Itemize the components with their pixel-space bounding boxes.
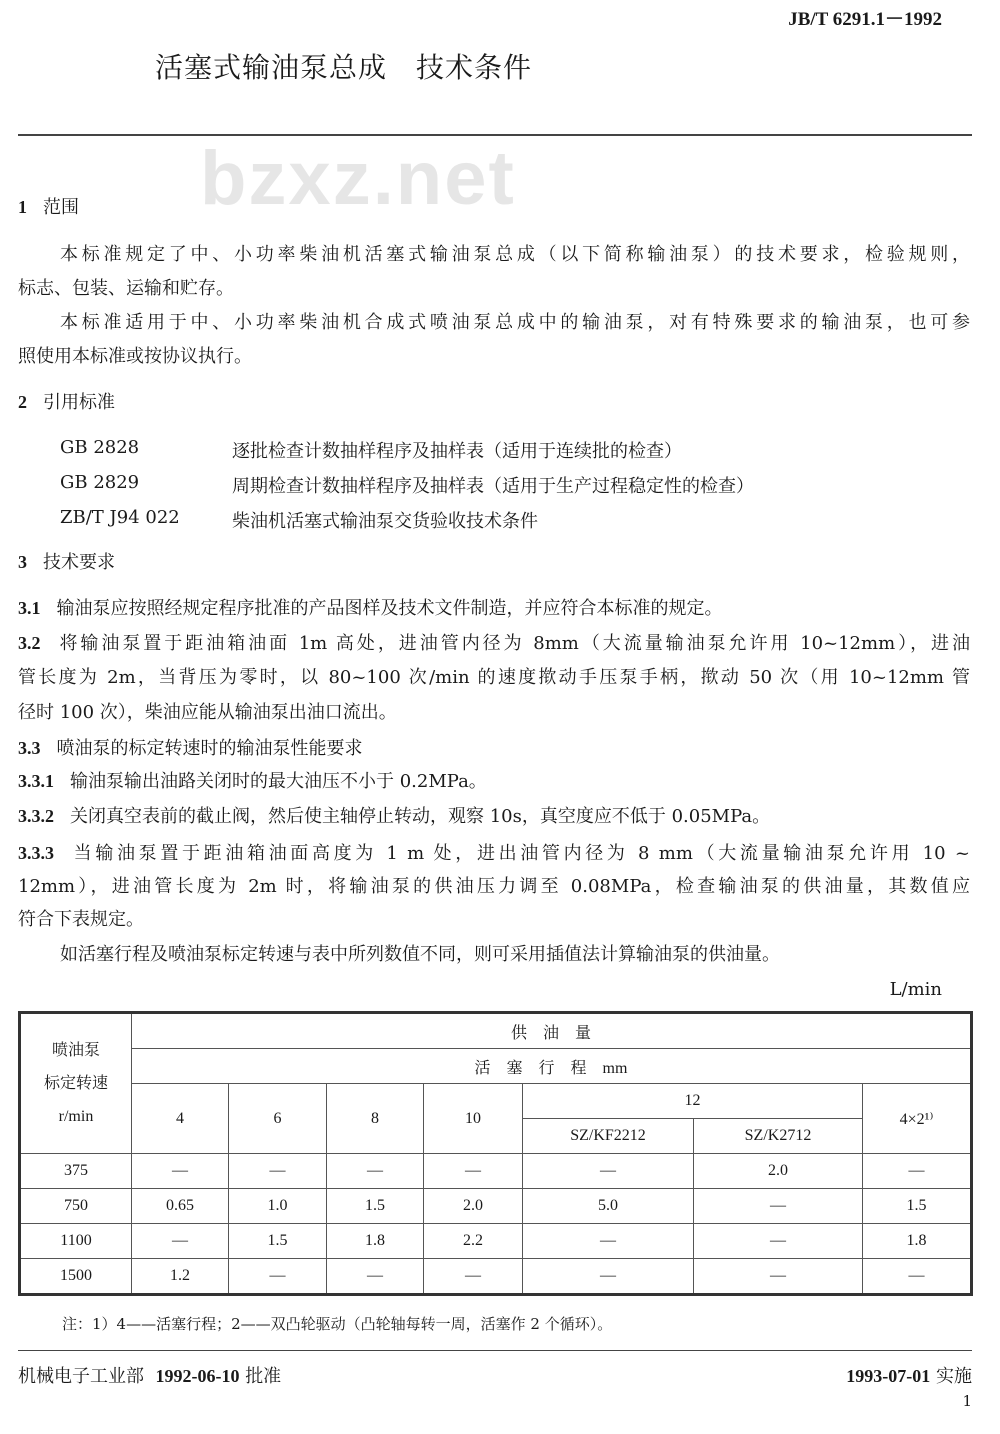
ref-code: GB 2829: [60, 472, 140, 493]
table-cell: —: [132, 1224, 229, 1259]
approval: [18, 1362, 281, 1388]
stroke-header: 活 塞 行 程 mm: [132, 1049, 972, 1084]
table-cell: —: [523, 1224, 694, 1259]
clause-3-3-1: [18, 770, 970, 793]
clause-num: 3.1: [18, 598, 41, 618]
table-cell: —: [523, 1259, 694, 1295]
para-line: 径时 100 次），柴油应能从输油泵出油口流出。: [18, 702, 397, 723]
clause-3-1: [18, 597, 970, 620]
clause-num: 3.2: [18, 633, 41, 653]
ref-code: GB 2828: [60, 437, 140, 458]
para-line: 如活塞行程及喷油泵标定转速与表中所列数值不同，则可采用插值法计算输油泵的供油量。: [60, 944, 780, 965]
clause-num: 3.3.1: [18, 771, 54, 791]
approve-label: 批准: [245, 1366, 282, 1387]
impl-label: 实施: [936, 1366, 972, 1387]
table-cell: 2.0: [694, 1154, 863, 1189]
table-cell: 1.8: [863, 1224, 972, 1259]
sub-col-header: SZ/KF2212: [523, 1119, 694, 1154]
col-header: 6: [229, 1084, 327, 1154]
table-cell: 1.5: [327, 1189, 424, 1224]
clause-num: 3.3.2: [18, 806, 54, 826]
page-number: 1: [962, 1392, 972, 1410]
section-num: 1: [18, 197, 27, 217]
speed-cell: 750: [20, 1189, 132, 1224]
para-line: 管长度为 2m，当背压为零时，以 80~100 次/min 的速度揿动手压泵手柄，揿动 50 次（用 10~12mm 管: [18, 667, 970, 688]
table-cell: —: [424, 1259, 523, 1295]
section-num: 3: [18, 552, 27, 572]
implementation: [846, 1362, 972, 1388]
section-2-heading: [18, 391, 970, 414]
approve-date: 1992-06-10: [155, 1366, 240, 1386]
table-cell: 1.5: [229, 1224, 327, 1259]
ref-name: 柴油机活塞式输油泵交货验收技术条件: [232, 511, 538, 532]
clause-3-3: [18, 737, 970, 760]
para-line: 本标准规定了中、小功率柴油机活塞式输油泵总成（以下简称输油泵）的技术要求，检验规则，: [60, 244, 970, 265]
table-row: [20, 1224, 972, 1259]
table-row: [20, 1189, 972, 1224]
table-cell: —: [863, 1154, 972, 1189]
table-cell: —: [694, 1189, 863, 1224]
footer-rule: [18, 1350, 972, 1351]
table-cell: 1.0: [229, 1189, 327, 1224]
col-header: 10: [424, 1084, 523, 1154]
row-header-line: 喷油泵: [51, 1042, 100, 1059]
clause-text: 输油泵应按照经规定程序批准的产品图样及技术文件制造，并应符合本标准的规定。: [56, 598, 723, 619]
table-cell: —: [694, 1259, 863, 1295]
clause-text: 将输油泵置于距油箱油面 1m 高处，进油管内径为 8mm（大流量输油泵允许用 10~12mm），进油: [56, 633, 970, 654]
clause-text: 喷油泵的标定转速时的输油泵性能要求: [56, 738, 363, 759]
section-1-heading: [18, 196, 970, 219]
clause-num: 3.3.3: [18, 843, 54, 863]
table-cell: 0.65: [132, 1189, 229, 1224]
para-line: 照使用本标准或按协议执行。: [18, 346, 252, 367]
impl-date: 1993-07-01: [846, 1366, 931, 1386]
supply-table: [18, 1011, 973, 1296]
table-cell: 1.5: [863, 1189, 972, 1224]
table-note: 注：1）4——活塞行程；2——双凸轮驱动（凸轮轴每转一周，活塞作 2 个循环）。: [62, 1315, 613, 1333]
table-row: [20, 1154, 972, 1189]
clause-3-3-2: [18, 805, 970, 828]
table-cell: 2.2: [424, 1224, 523, 1259]
table-row: [20, 1259, 972, 1295]
clause-3-2: [18, 632, 970, 655]
standard-number: JB/T 6291.1－1992: [788, 9, 942, 30]
table-cell: 2.0: [424, 1189, 523, 1224]
clause-num: 3.3: [18, 738, 41, 758]
section-num: 2: [18, 392, 27, 412]
ref-code: ZB/T J94 022: [60, 507, 180, 528]
table-cell: 1.2: [132, 1259, 229, 1295]
table-cell: —: [327, 1259, 424, 1295]
table-cell: 1.8: [327, 1224, 424, 1259]
table-cell: —: [694, 1224, 863, 1259]
section-title: 引用标准: [43, 392, 115, 413]
supply-header: 供 油 量: [132, 1013, 972, 1049]
para-line: 符合下表规定。: [18, 909, 144, 930]
col-header: 8: [327, 1084, 424, 1154]
table-cell: 5.0: [523, 1189, 694, 1224]
sub-col-header: SZ/K2712: [694, 1119, 863, 1154]
watermark: bzxz.net: [200, 136, 516, 221]
document-title: 活塞式输油泵总成 技术条件: [155, 51, 533, 84]
section-title: 技术要求: [43, 552, 115, 573]
table-cell: —: [863, 1259, 972, 1295]
speed-cell: 1500: [20, 1259, 132, 1295]
col-header: 4: [132, 1084, 229, 1154]
section-title: 范围: [43, 197, 79, 218]
col-header-4x2: 4×2¹⁾: [863, 1084, 972, 1154]
ref-name: 逐批检查计数抽样程序及抽样表（适用于连续批的检查）: [232, 441, 682, 462]
speed-cell: 1100: [20, 1224, 132, 1259]
row-header-line: r/min: [58, 1108, 94, 1125]
table-cell: —: [229, 1154, 327, 1189]
clause-3-3-3: [18, 842, 970, 865]
clause-text: 关闭真空表前的截止阀，然后使主轴停止转动，观察 10s，真空度应不低于 0.05MPa。: [70, 806, 771, 827]
table-cell: —: [132, 1154, 229, 1189]
para-line: 本标准适用于中、小功率柴油机合成式喷油泵总成中的输油泵，对有特殊要求的输油泵，也可参: [60, 312, 970, 333]
clause-text: 当输油泵置于距油箱油面高度为 1 m 处，进出油管内径为 8 mm（大流量输油泵允许用 10 ~: [70, 843, 970, 864]
row-header-cell: [20, 1013, 132, 1154]
table-cell: —: [424, 1154, 523, 1189]
table-cell: —: [229, 1259, 327, 1295]
para-line: 12mm），进油管长度为 2m 时，将输油泵的供油压力调至 0.08MPa，检查输油泵的供油量，其数值应: [18, 876, 970, 897]
speed-cell: 375: [20, 1154, 132, 1189]
para-line: 标志、包装、运输和贮存。: [18, 278, 234, 299]
ref-name: 周期检查计数抽样程序及抽样表（适用于生产过程稳定性的检查）: [232, 476, 754, 497]
col-header-12: 12: [523, 1084, 863, 1119]
table-unit: L/min: [889, 979, 942, 1000]
clause-text: 输油泵输出油路关闭时的最大油压不小于 0.2MPa。: [70, 771, 487, 792]
row-header-line: 标定转速: [43, 1075, 108, 1092]
approver: 机械电子工业部: [18, 1366, 144, 1387]
table-cell: —: [523, 1154, 694, 1189]
table-cell: —: [327, 1154, 424, 1189]
section-3-heading: [18, 551, 970, 574]
